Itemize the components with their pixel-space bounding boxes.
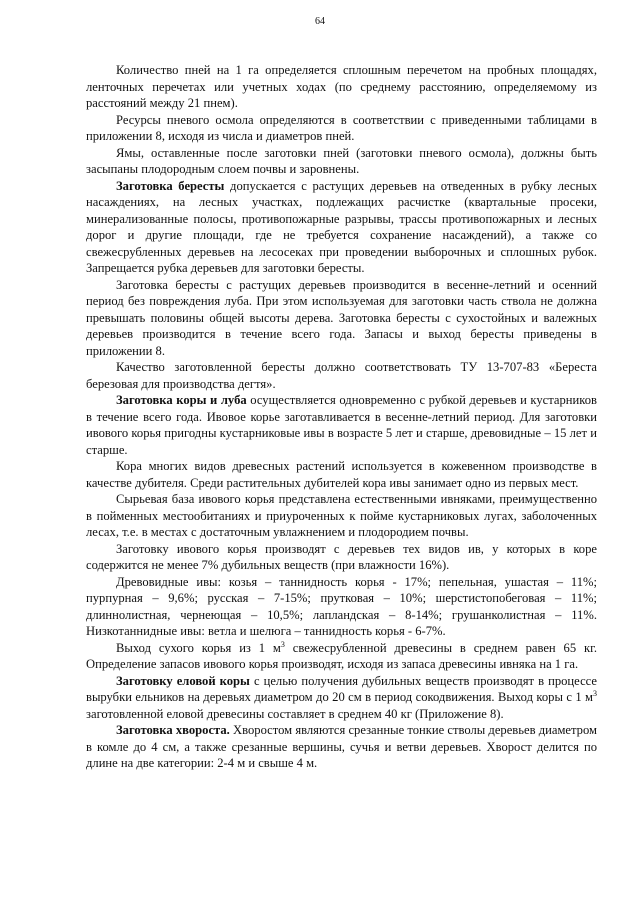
paragraph-text: Ямы, оставленные после заготовки пней (заготовки пневого осмола), должны быть засыпаны плодородным слоем почвы и заровнены. (86, 145, 597, 176)
paragraph-text: свежесрубленной древесины в среднем равен 65 кг. Определение запасов ивового корья производят, исходя из запаса древесины ивняка на 1 га. (86, 640, 597, 671)
paragraph-text: осуществляется одновременно с рубкой деревьев и кустарников в течение всего года. Ивовое корье заготавливается в весенне-летний период. Для заготовки ивового корья пригодны кустарниковые ивы в возрасте 5 лет и старше, древовидные – 15 лет и старше. (86, 393, 597, 457)
paragraph-birch-bark-season (86, 277, 597, 360)
paragraph-bark-bast-harvest (86, 392, 597, 458)
section-heading: Заготовка коры и луба (116, 393, 247, 407)
paragraph-text: Заготовку ивового корья производят с деревьев тех видов ив, у которых в коре содержится не менее 7% дубильных веществ (при влажности 16%). (86, 541, 597, 572)
paragraph-text: заготовленной еловой древесины составляет в среднем 40 кг (Приложение 8). (86, 706, 504, 721)
paragraph-tanning-bark (86, 458, 597, 491)
superscript: 3 (593, 689, 597, 698)
paragraph-willow-bark-harvest (86, 541, 597, 574)
section-heading: Заготовка бересты (116, 178, 225, 193)
paragraph-text: Заготовка бересты с растущих деревьев производится в весенне-летний и осенний период без повреждения луба. При этом используемая для заготовки часть ствола не должна превышать половины общей высоты дерева. Заготовка бересты с сухостойных и валежных деревьев производится в течение всего года. Запасы и выход бересты приведены в приложении 8. (86, 277, 597, 358)
paragraph-text: Количество пней на 1 га определяется сплошным перечетом на пробных площадях, ленточных перечетах или учетных ходах (по среднему расстоянию, определяемому из расстояний между 21 пнем). (86, 63, 597, 110)
paragraph-stump-count (86, 62, 597, 112)
paragraph-text: Выход сухого корья из 1 м (116, 640, 281, 655)
paragraph-text: с целью получения дубильных веществ производят в процессе вырубки ельников на деревьях диаметром до 20 см в период сокодвижения. Выход коры с 1 м (86, 673, 597, 704)
paragraph-spruce-bark-harvest (86, 673, 597, 723)
paragraph-text: Хворостом являются срезанные тонкие стволы деревьев диаметром в комле до 4 см, а также срезанные вершины, сучья и ветви деревьев. Хворост делится по длине на две категории: 2-4 м и свыше 4 м. (86, 723, 597, 770)
paragraph-resin-resources (86, 112, 597, 145)
paragraph-text: Сырьевая база ивового корья представлена естественными ивняками, преимущественно в пойменных местообитаниях и приуроченных к пойме кустарниковых лугах, заболоченных лесах, т.е. в местах с достаточным увлажнением и плодородием почвы. (86, 492, 597, 539)
paragraph-text: Кора многих видов древесных растений используется в кожевенном производстве в качестве дубителя. Среди растительных дубителей кора ивы занимает одно из первых мест. (86, 459, 597, 490)
paragraph-text: Древовидные ивы: козья – таннидность корья - 17%; пепельная, ушастая – 11%; пурпурная – 9,6%; русская – 7-15%; прутковая – 10%; шерстистопобеговая – 11%; длиннолистная, чернеющая – 10,5%; лапландская – 8-14%; грушанколистная – 11%. Низкотаннидные ивы: ветла и шелюга – таннидность корья - 6-7%. (86, 574, 597, 638)
document-body (86, 62, 597, 772)
paragraph-text: Качество заготовленной бересты должно соответствовать ТУ 13-707-83 «Береста березовая для производства дегтя». (86, 360, 597, 391)
page-number: 64 (315, 16, 325, 27)
paragraph-birch-bark-quality (86, 359, 597, 392)
section-heading: Заготовку еловой коры (116, 673, 250, 688)
superscript: 3 (280, 639, 285, 649)
paragraph-brushwood-harvest (86, 722, 597, 772)
section-heading: Заготовка хвороста. (116, 723, 230, 737)
paragraph-willow-raw-base (86, 491, 597, 541)
paragraph-text: Ресурсы пневого осмола определяются в соответствии с приведенными таблицами в приложении 8, исходя из числа и диаметров пней. (86, 112, 597, 143)
paragraph-willow-species (86, 574, 597, 640)
paragraph-text: допускается с растущих деревьев на отведенных в рубку лесных насаждениях, на лесных участках, подлежащих расчистке (квартальные просеки, минерализованные полосы, противопожарные разрывы, трассы противопожарных и лесных дорог и другие площади, где не требуется сохранение насаждений), а также со свежесрубленных деревьев на лесосеках при проведении выборочных и сплошных рубок. Запрещается рубка деревьев для заготовки бересты. (86, 178, 597, 275)
paragraph-birch-bark-harvest (86, 178, 597, 277)
paragraph-willow-bark-yield (86, 640, 597, 673)
paragraph-pits (86, 145, 597, 178)
